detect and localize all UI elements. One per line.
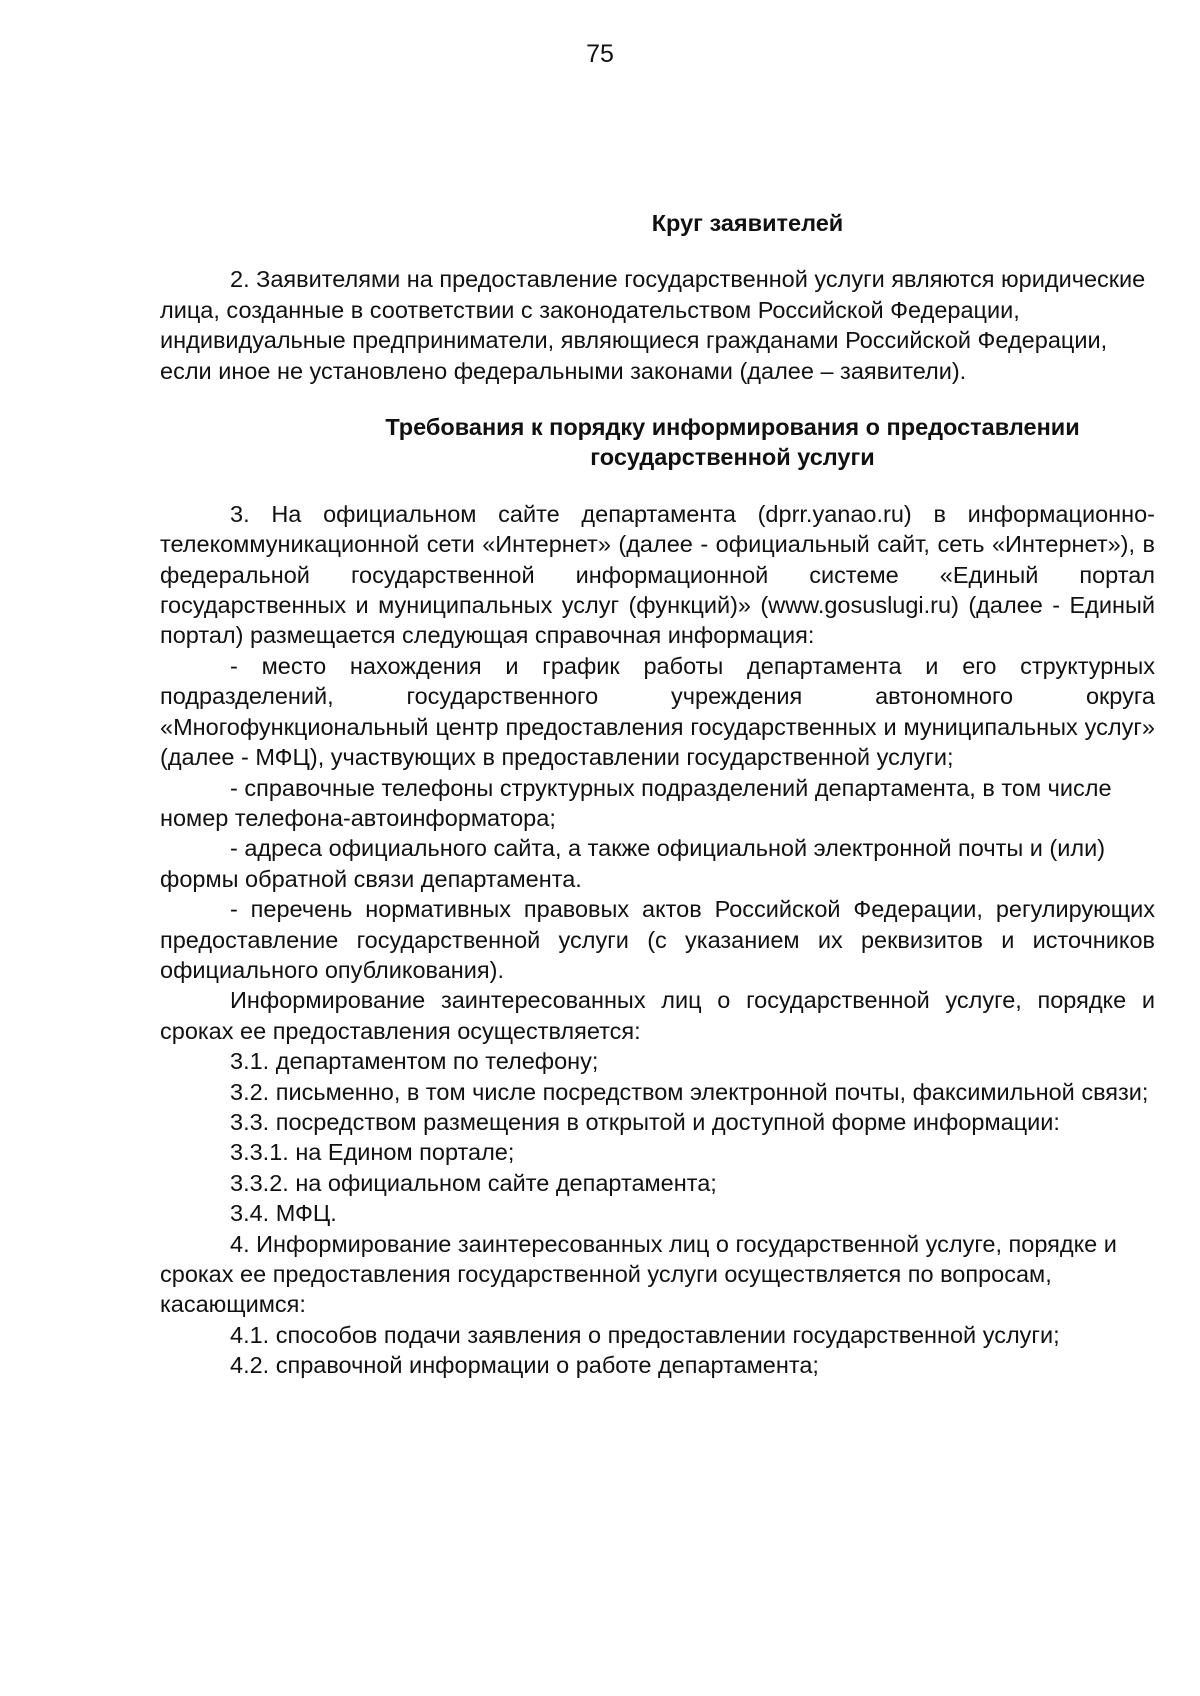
- list-item: 3.2. письменно, в том числе посредством электронной почты, факсимильной связи;: [230, 1078, 1149, 1105]
- list-item: - перечень нормативных правовых актов Российской Федерации, регулирующих предоставление государственной услуги (с указанием их реквизитов и источников официального опубликования).: [160, 896, 1155, 983]
- list-item: - справочные телефоны структурных подразделений департамента, в том числе номер телефона-автоинформатора;: [160, 774, 1112, 831]
- list-item: 3.3.2. на официальном сайте департамента;: [230, 1169, 717, 1196]
- list-item: 4.1. способов подачи заявления о предоставлении государственной услуги;: [230, 1321, 1060, 1348]
- page-number: 75: [586, 40, 614, 68]
- list-item: 3.4. МФЦ.: [230, 1200, 337, 1227]
- list-item: 3.3. посредством размещения в открытой и доступной форме информации:: [230, 1108, 1060, 1135]
- list-item: 3.1. департаментом по телефону;: [230, 1048, 599, 1075]
- section-heading-informing: Требования к порядку информирования о предоставлении государственной услуги: [385, 414, 1080, 471]
- list-item: - место нахождения и график работы департамента и его структурных подразделений, государственного учреждения автономного округа «Многофункциональный центр предоставления государственных и муниципальных услуг» (далее - МФЦ), участвующих в предоставлении государственной услуги;: [160, 652, 1155, 771]
- list-item: - адреса официального сайта, а также официальной электронной почты и (или) формы обратной связи департамента.: [160, 835, 1106, 892]
- list-item: 3.3.1. на Едином портале;: [230, 1139, 515, 1166]
- paragraph: Информирование заинтересованных лиц о государственной услуге, порядке и сроках ее предоставления осуществляется:: [160, 987, 1155, 1044]
- paragraph: 3. На официальном сайте департамента (dprr.yanao.ru) в информационно-телекоммуникационной сети «Интернет» (далее - официальный сайт, сеть «Интернет»), в федеральной государственной информационной системе «Единый портал государственных и муниципальных услуг (функций)» (www.gosuslugi.ru) (далее - Единый портал) размещается следующая справочная информация:: [160, 500, 1155, 649]
- paragraph: 2. Заявителями на предоставление государственной услуги являются юридические лица, созданные в соответствии с законодательством Российской Федерации, индивидуальные предприниматели, являющиеся гражданами Российской Федерации, если иное не установлено федеральными законами (далее – заявители).: [160, 266, 1146, 384]
- document-body: [160, 208, 1155, 1381]
- list-item: 4.2. справочной информации о работе департамента;: [230, 1352, 819, 1379]
- section-heading-applicants: Круг заявителей: [651, 210, 844, 236]
- paragraph: 4. Информирование заинтересованных лиц о государственной услуге, порядке и сроках ее предоставления государственной услуги осуществляется по вопросам, касающимся:: [160, 1230, 1117, 1318]
